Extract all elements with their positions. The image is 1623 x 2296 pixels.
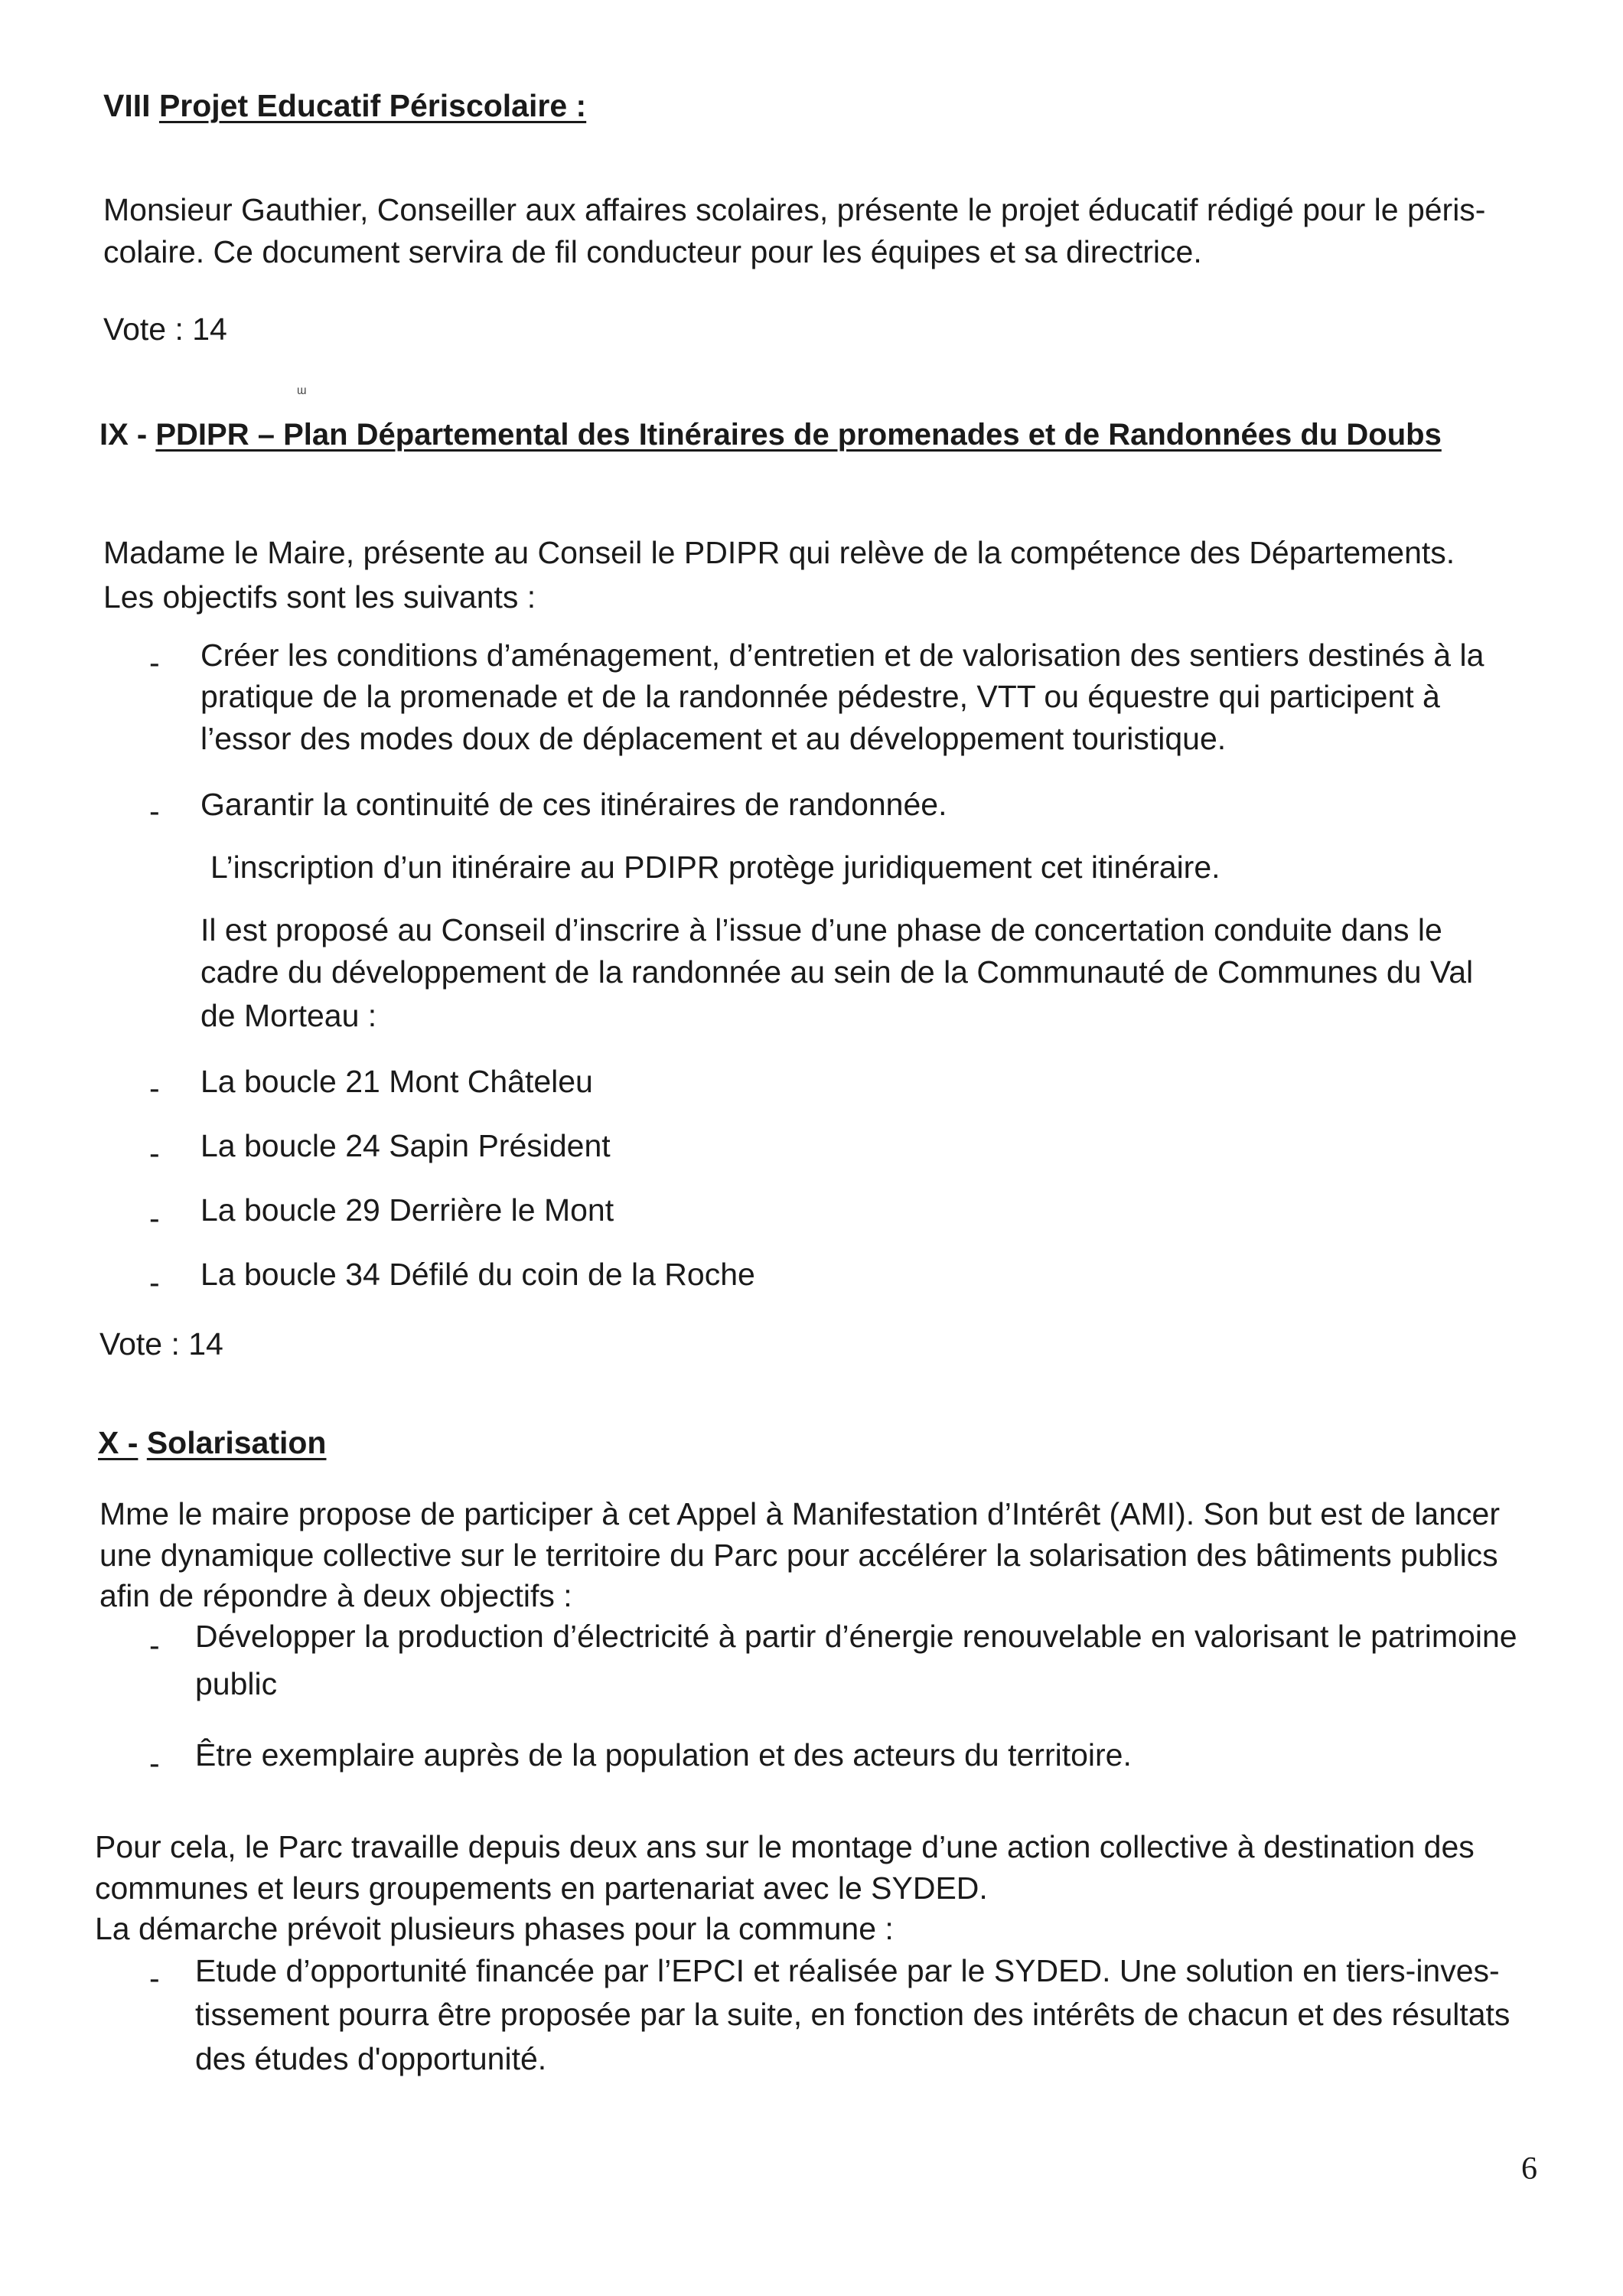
section-10-intro-line-3: afin de répondre à deux objectifs :: [99, 1578, 572, 1613]
section-10-intro-line-2: une dynamique collective sur le territoire du Parc pour accélérer la solarisation des bâtiments publics: [99, 1538, 1498, 1573]
page-number: 6: [1521, 2151, 1537, 2187]
solar-objective-1-line-1: Développer la production d’électricité à partir d’énergie renouvelable en valorisant le patrimoine: [195, 1619, 1517, 1654]
bullet-dash: -: [149, 1201, 160, 1236]
section-9-number: IX -: [99, 418, 148, 452]
section-9-vote: Vote : 14: [99, 1326, 223, 1362]
protection-note: L’inscription d’un itinéraire au PDIPR protège juridiquement cet itinéraire.: [210, 850, 1221, 885]
bullet-dash: -: [149, 1071, 160, 1106]
loop-item: La boucle 29 Derrière le Mont: [200, 1192, 614, 1228]
objective-1-line-3: l’essor des modes doux de déplacement et au développement touristique.: [200, 721, 1227, 756]
solar-objective-2: Être exemplaire auprès de la population et des acteurs du territoire.: [195, 1737, 1132, 1773]
section-8-number: VIII: [103, 88, 151, 123]
phase-1-line-2: tissement pourra être proposée par la suite, en fonction des intérêts de chacun et des résultats: [195, 1997, 1511, 2032]
section-8-vote: Vote : 14: [103, 311, 227, 347]
parc-line-1: Pour cela, le Parc travaille depuis deux ans sur le montage d’une action collective à destination des: [95, 1829, 1475, 1864]
proposal-line-3: de Morteau :: [200, 998, 377, 1033]
section-10-heading: [98, 1427, 326, 1459]
section-9-heading: [99, 419, 1442, 450]
section-9-intro-line-2: Les objectifs sont les suivants :: [103, 579, 536, 615]
bullet-dash: -: [149, 794, 160, 829]
bullet-dash: -: [149, 1961, 160, 1996]
bullet-dash: -: [149, 1746, 160, 1781]
objective-1-line-1: Créer les conditions d’aménagement, d’entretien et de valorisation des sentiers destinés à la: [200, 638, 1484, 673]
section-10-intro-line-1: Mme le maire propose de participer à cet Appel à Manifestation d’Intérêt (AMI). Son but est de lancer: [99, 1496, 1500, 1531]
section-9-intro-line-1: Madame le Maire, présente au Conseil le PDIPR qui relève de la compétence des Départements.: [103, 535, 1455, 570]
section-8-title: Projet Educatif Périscolaire :: [158, 88, 587, 123]
bullet-dash: -: [149, 1628, 160, 1663]
section-8-heading: [103, 90, 586, 122]
scan-speck: ᵚ: [297, 383, 307, 402]
loop-item: La boucle 24 Sapin Président: [200, 1128, 611, 1163]
section-10-number: X -: [98, 1425, 139, 1460]
objective-2: Garantir la continuité de ces itinéraires de randonnée.: [200, 787, 947, 822]
section-8-para-line-2: colaire. Ce document servira de fil conducteur pour les équipes et sa directrice.: [103, 234, 1202, 269]
parc-line-3: La démarche prévoit plusieurs phases pour la commune :: [95, 1911, 894, 1946]
section-9-title: PDIPR – Plan Départemental des Itinéraires de promenades et de Randonnées du Doubs: [155, 418, 1442, 452]
loop-item: La boucle 21 Mont Châteleu: [200, 1064, 593, 1099]
proposal-line-2: cadre du développement de la randonnée au sein de la Communauté de Communes du Val: [200, 954, 1474, 990]
parc-line-2: communes et leurs groupements en partenariat avec le SYDED.: [95, 1870, 988, 1906]
section-8-para-line-1: Monsieur Gauthier, Conseiller aux affaires scolaires, présente le projet éducatif rédigé pour le péris-: [103, 192, 1486, 227]
bullet-dash: -: [149, 645, 160, 680]
section-10-title: Solarisation: [146, 1425, 327, 1460]
objective-1-line-2: pratique de la promenade et de la randonnée pédestre, VTT ou équestre qui participent à: [200, 679, 1440, 714]
solar-objective-1-line-2: public: [195, 1666, 278, 1701]
proposal-line-1: Il est proposé au Conseil d’inscrire à l’issue d’une phase de concertation conduite dans le: [200, 912, 1442, 947]
loop-item: La boucle 34 Défilé du coin de la Roche: [200, 1257, 755, 1292]
bullet-dash: -: [149, 1265, 160, 1300]
bullet-dash: -: [149, 1136, 160, 1171]
phase-1-line-1: Etude d’opportunité financée par l’EPCI et réalisée par le SYDED. Une solution en tiers-inves-: [195, 1953, 1500, 1988]
phase-1-line-3: des études d'opportunité.: [195, 2041, 547, 2076]
